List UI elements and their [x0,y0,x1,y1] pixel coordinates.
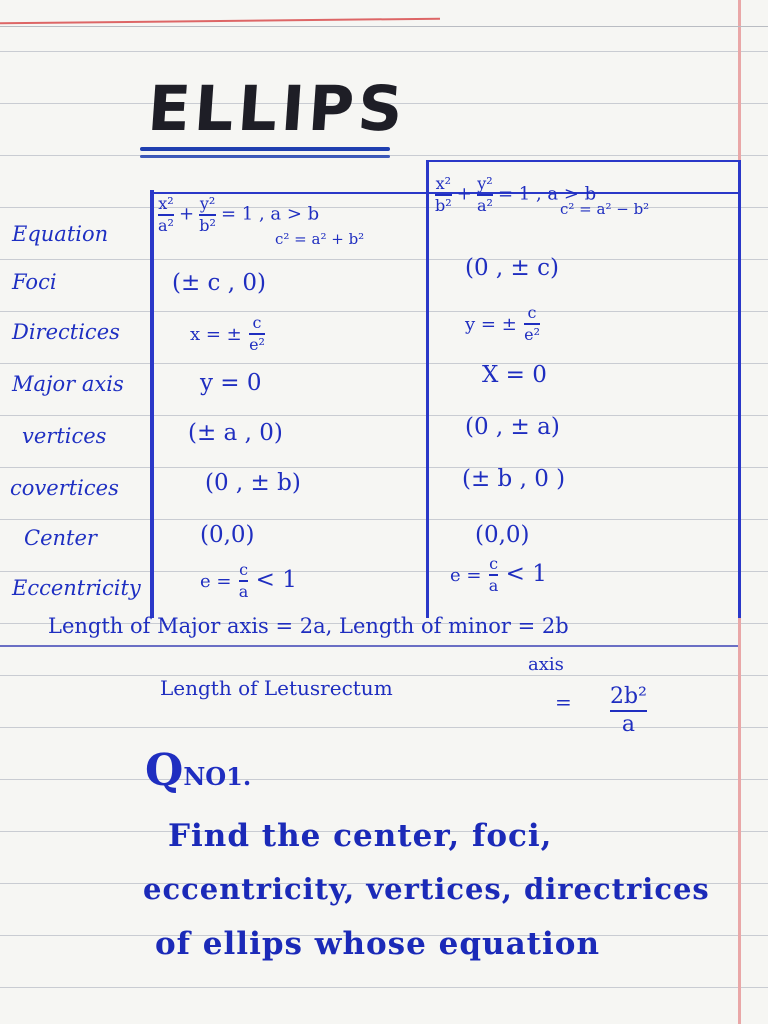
col2-dir-frac: $\frac{c}{\text{e²}}$ [524,303,540,344]
col2-ecc-frac: $\frac{c}{a}$ [488,554,499,595]
page-title: ELLIPS [145,72,410,145]
col1-c-relation: c² = a² + b² [275,230,365,248]
col1-major-axis: y = 0 [200,370,262,396]
col2-major-axis: X = 0 [482,362,547,388]
latus-rectum-label: Length of Letusrectum [160,676,393,700]
col2-eq-frac-y: $\frac{\text{y²}}{\text{a²}}$ [476,174,493,215]
col1-dir-frac: $\frac{c}{\text{e²}}$ [249,313,265,354]
table-left-border [150,190,154,618]
col1-eq-frac-x: $\frac{\text{x²}}{\text{a²}}$ [158,194,174,235]
length-major-axis: Length of Major axis = 2a, Length of minor = 2b [48,614,569,638]
col2-c-relation: c² = a² − b² [560,200,650,218]
col2-eq-frac-x: $\frac{\text{x²}}{\text{b²}}$ [435,174,452,215]
col2-directrices: y = ± $\frac{c}{\text{e²}}$ [465,303,540,344]
col1-eccentricity: e = $\frac{c}{a}$ < 1 [200,560,297,601]
label-equation: Equation [12,222,109,246]
table-middle-divider [426,160,429,618]
col1-covertices: (0 , ± b) [205,470,301,496]
latus-rectum-fraction [610,686,647,736]
table-right-top-border [427,160,739,162]
question-line-2: eccentricity, vertices, directrices [143,872,710,906]
title-underline [140,147,390,151]
table-right-border [738,160,741,618]
col1-center: (0,0) [200,522,255,548]
col2-covertices: (± b , 0 ) [462,466,566,492]
col2-center: (0,0) [475,522,530,548]
question-line-1: Find the center, foci, [168,818,553,854]
label-eccentricity: Eccentricity [12,576,141,600]
col2-vertices: (0 , ± a) [465,414,560,440]
latus-rectum-equals: = [555,690,572,714]
latus-frac: $\frac{\text{2b²}}{a}$ [610,684,647,737]
title-underline-second [140,155,390,158]
col1-eq-frac-y: $\frac{\text{y²}}{\text{b²}}$ [199,194,216,235]
question-line-3: of ellips whose equation [155,926,600,962]
rule-line-top [0,26,768,27]
label-vertices: vertices [22,424,107,448]
minor-axis-word: axis [528,654,564,675]
col1-equation: $\frac{\text{x²}}{\text{a²}}$ + $\frac{\text{y²}}{\text{b²}}$ = 1 , a > b [158,194,320,235]
col2-foci: (0 , ± c) [465,255,559,281]
label-directrices: Directices [12,320,120,344]
col1-foci: (± c , 0) [172,270,266,296]
table-bottom-line [0,645,738,647]
col1-vertices: (± a , 0) [188,420,283,446]
col1-ecc-frac: $\frac{c}{a}$ [238,560,249,601]
col2-eccentricity: e = $\frac{c}{a}$ < 1 [450,554,547,595]
label-covertices: covertices [10,476,119,500]
question-heading: QNO1. [145,745,252,796]
label-major-axis: Major axis [12,372,124,396]
label-foci: Foci [12,270,57,294]
label-center: Center [24,526,97,550]
col1-directrices: x = ± $\frac{c}{\text{e²}}$ [190,313,265,354]
col2-equation: $\frac{\text{x²}}{\text{b²}}$ + $\frac{\text{y²}}{\text{a²}}$ = 1 , a > b [435,174,597,215]
